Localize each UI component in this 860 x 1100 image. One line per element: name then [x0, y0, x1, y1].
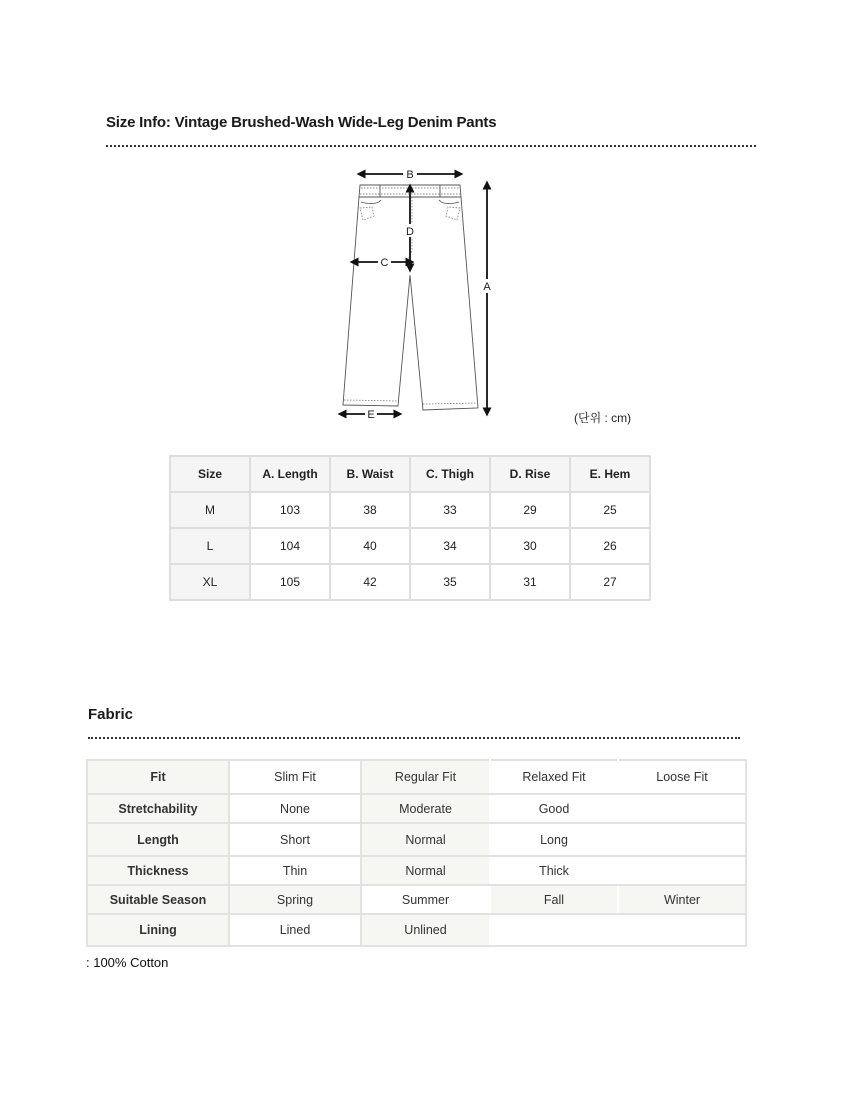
- label-a: A: [483, 281, 491, 293]
- fabric-option-selected: Fall: [490, 885, 618, 914]
- value-cell: 29: [490, 492, 570, 528]
- header-rise: D. Rise: [490, 456, 570, 492]
- value-cell: 31: [490, 564, 570, 600]
- fabric-option: Short: [229, 823, 361, 856]
- unit-note: (단위 : cm): [574, 411, 632, 425]
- label-d: D: [406, 226, 414, 238]
- header-waist: B. Waist: [330, 456, 410, 492]
- fabric-row-length: [87, 823, 746, 856]
- value-cell: 104: [250, 528, 330, 564]
- fabric-composition: : 100% Cotton: [86, 955, 169, 970]
- pants-measurement-diagram: [330, 160, 510, 430]
- fabric-option: [618, 823, 746, 856]
- value-cell: 34: [410, 528, 490, 564]
- value-cell: 42: [330, 564, 410, 600]
- fabric-label: Length: [87, 823, 229, 856]
- fabric-option: Thick: [490, 856, 618, 885]
- fabric-option: Lined: [229, 914, 361, 946]
- title-divider: [106, 145, 756, 147]
- value-cell: 25: [570, 492, 650, 528]
- value-cell: 33: [410, 492, 490, 528]
- value-cell: 103: [250, 492, 330, 528]
- fabric-option-selected: Normal: [361, 823, 490, 856]
- value-cell: 35: [410, 564, 490, 600]
- size-table-header: [170, 456, 650, 492]
- size-cell: XL: [170, 564, 250, 600]
- header-size: Size: [170, 456, 250, 492]
- value-cell: 30: [490, 528, 570, 564]
- label-b: B: [406, 169, 414, 181]
- value-cell: 27: [570, 564, 650, 600]
- table-row: [170, 492, 650, 528]
- table-row: [170, 528, 650, 564]
- fabric-label: Thickness: [87, 856, 229, 885]
- fabric-row-lining: [87, 914, 746, 946]
- fabric-row-season: [87, 885, 746, 914]
- fabric-option-selected: Normal: [361, 856, 490, 885]
- fabric-row-thickness: [87, 856, 746, 885]
- size-cell: L: [170, 528, 250, 564]
- header-hem: E. Hem: [570, 456, 650, 492]
- size-cell: M: [170, 492, 250, 528]
- fabric-option-selected: Regular Fit: [361, 760, 490, 794]
- fabric-option: Good: [490, 794, 618, 823]
- fabric-label: Stretchability: [87, 794, 229, 823]
- fabric-option-selected: Spring: [229, 885, 361, 914]
- fabric-option: [618, 856, 746, 885]
- fabric-option: [618, 794, 746, 823]
- value-cell: 38: [330, 492, 410, 528]
- value-cell: 26: [570, 528, 650, 564]
- fabric-option: Long: [490, 823, 618, 856]
- fabric-title: Fabric: [88, 706, 134, 723]
- fabric-option: [618, 914, 746, 946]
- label-e: E: [367, 409, 375, 421]
- value-cell: 105: [250, 564, 330, 600]
- fabric-option: Slim Fit: [229, 760, 361, 794]
- size-table: [169, 455, 651, 601]
- fabric-table: [86, 759, 747, 947]
- fabric-option: [490, 914, 618, 946]
- fabric-option: Relaxed Fit: [490, 760, 618, 794]
- fabric-option-selected: Unlined: [361, 914, 490, 946]
- fabric-divider: [88, 737, 740, 739]
- fabric-option: Winter: [618, 885, 746, 914]
- label-c: C: [380, 257, 389, 269]
- fabric-label: Suitable Season: [87, 885, 229, 914]
- table-row: [170, 564, 650, 600]
- fabric-label: Fit: [87, 760, 229, 794]
- value-cell: 40: [330, 528, 410, 564]
- fabric-row-fit: [87, 760, 746, 794]
- fabric-option: None: [229, 794, 361, 823]
- fabric-option: Loose Fit: [618, 760, 746, 794]
- fabric-option: Summer: [361, 885, 490, 914]
- fabric-option: Thin: [229, 856, 361, 885]
- fabric-row-stretchability: [87, 794, 746, 823]
- size-info-title: Size Info: Vintage Brushed-Wash Wide-Leg Denim Pants: [106, 114, 497, 131]
- fabric-label: Lining: [87, 914, 229, 946]
- header-thigh: C. Thigh: [410, 456, 490, 492]
- fabric-option-selected: Moderate: [361, 794, 490, 823]
- header-length: A. Length: [250, 456, 330, 492]
